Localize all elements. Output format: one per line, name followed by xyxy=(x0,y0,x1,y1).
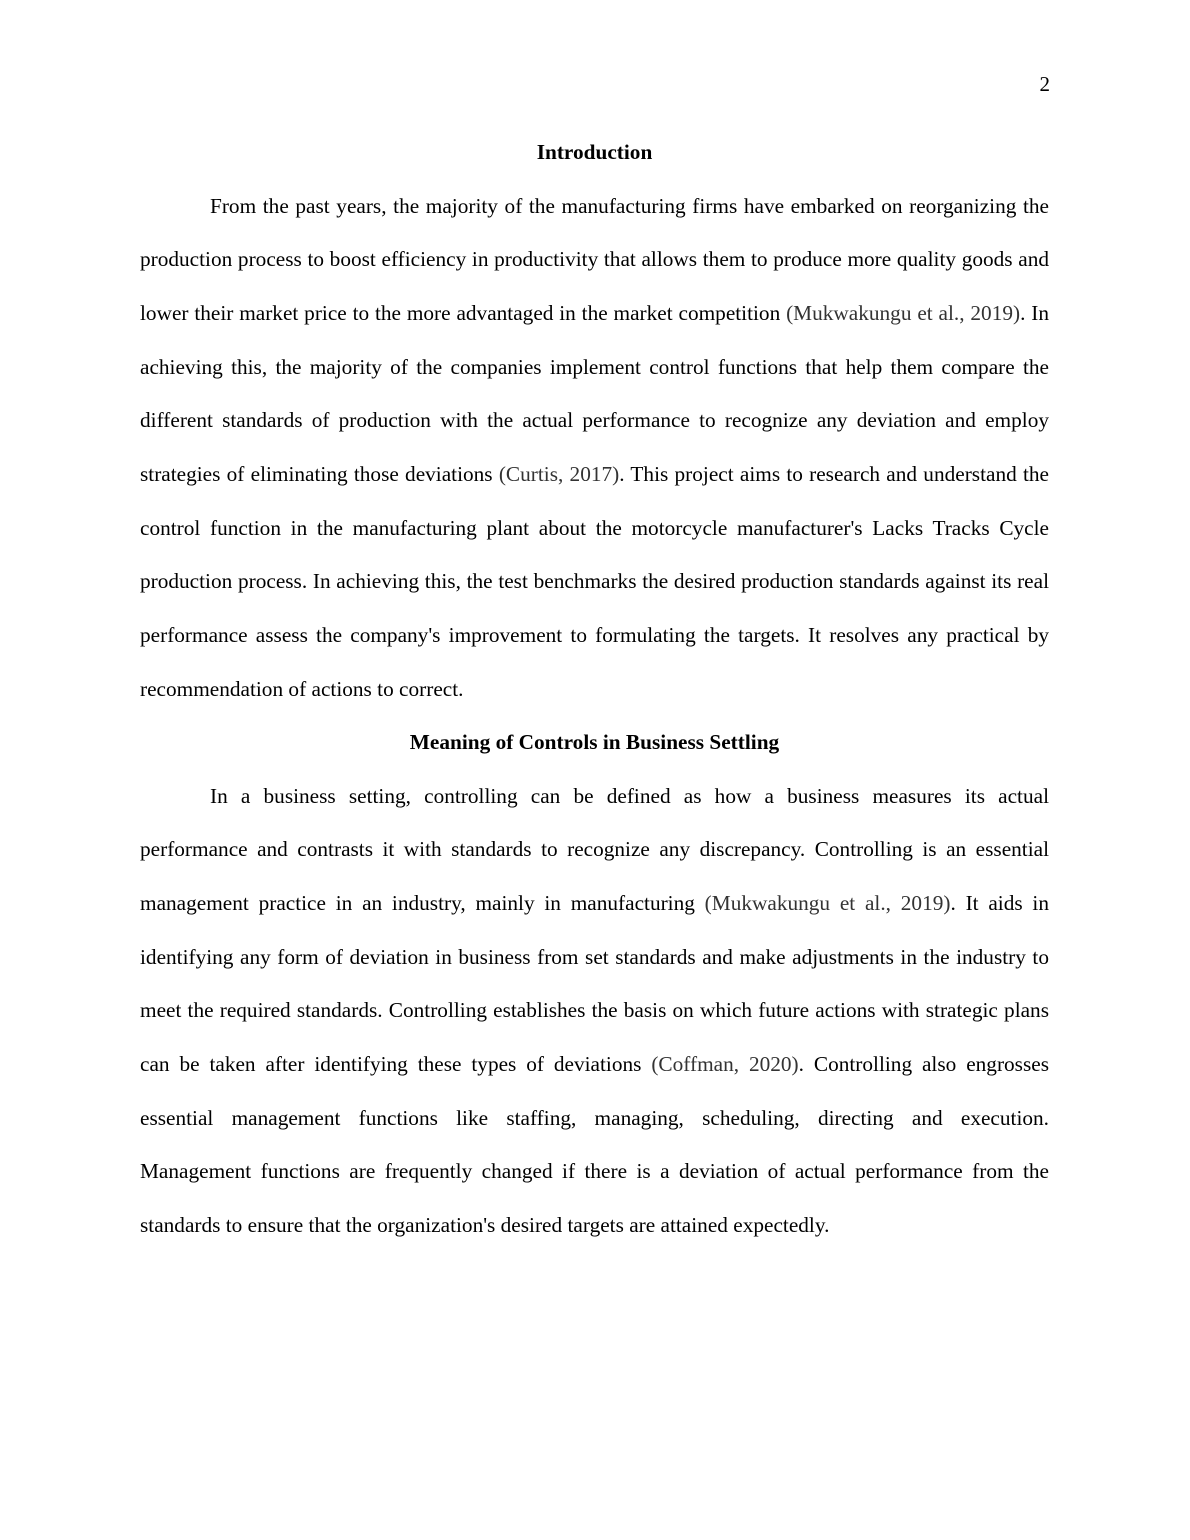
introduction-paragraph xyxy=(140,180,1049,717)
citation: (Curtis, 2017) xyxy=(498,461,620,486)
paragraph-text: From the past years, the majority of the manufacturing firms have embarked on reorganizing the production process to boost efficiency in productivity that allows them to produce more quality goods and lower their market price to the more advantaged in the market competition xyxy=(140,193,1049,325)
meaning-of-controls-paragraph xyxy=(140,770,1049,1253)
citation: (Coffman, 2020) xyxy=(651,1052,799,1077)
section-heading-introduction: Introduction xyxy=(536,140,653,164)
paragraph-text: In a business setting, controlling can be defined as how a business measures its actual performance and contrasts it with standards to recognize any discrepancy. Controlling is an essential management practice in an industry, mainly in manufacturing xyxy=(140,783,1049,916)
citation: (Mukwakungu et al., 2019) xyxy=(786,300,1021,325)
page-number: 2 xyxy=(1039,72,1050,96)
document-body xyxy=(140,126,1049,1253)
paragraph-text: . Controlling also engrosses essential management functions like staffing, managing, scheduling, directing and execution. Management functions are frequently changed if there is a deviation of actual performance from the standards to ensure that the organization's desired targets are attained expectedly. xyxy=(140,1052,1049,1237)
section-heading-meaning-of-controls: Meaning of Controls in Business Settling xyxy=(409,730,780,755)
paragraph-text: . It aids in identifying any form of deviation in business from set standards and make adjustments in the industry to meet the required standards. Controlling establishes the basis on which future actions with strategic plans can be taken after identifying these types of deviations xyxy=(140,891,1049,1077)
citation: (Mukwakungu et al., 2019) xyxy=(704,891,951,916)
paragraph-text: . This project aims to research and understand the control function in the manufacturing plant about the motorcycle manufacturer's Lacks Tracks Cycle production process. In achieving this, the test benchmarks the desired production standards against its real performance assess the company's improvement to formulating the targets. It resolves any practical by recommendation of actions to correct. xyxy=(140,461,1049,701)
paragraph-text: . In achieving this, the majority of the companies implement control functions that help them compare the different standards of production with the actual performance to recognize any deviation and employ strategies of eliminating those deviations xyxy=(140,300,1050,486)
